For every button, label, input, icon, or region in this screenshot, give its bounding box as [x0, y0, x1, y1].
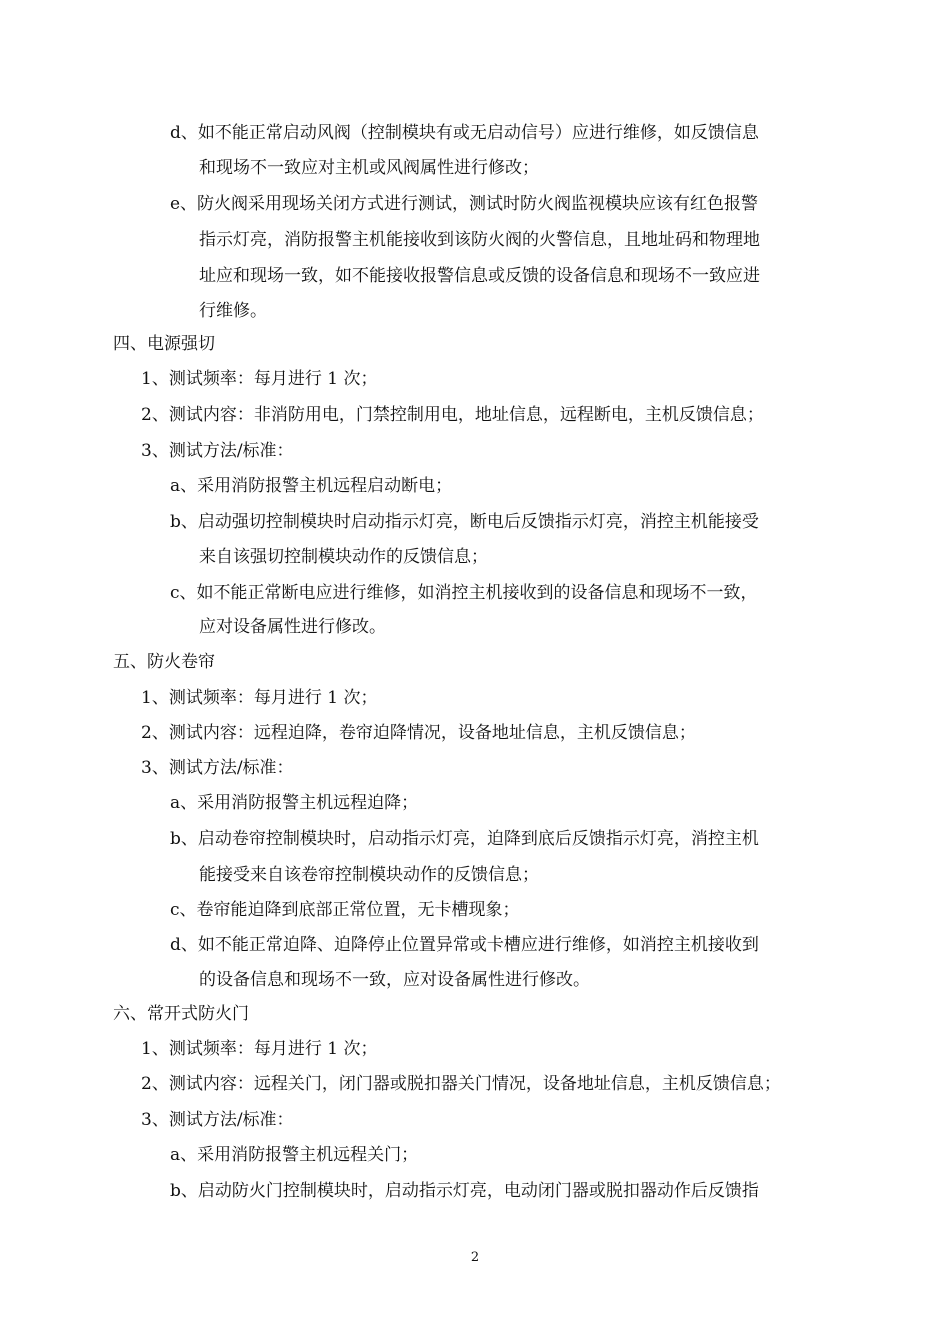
text-line: 指示灯亮，消防报警主机能接收到该防火阀的火警信息，且地址码和物理地 — [199, 230, 760, 250]
text-line: 3、测试方法/标准： — [141, 1110, 294, 1130]
text-line: 和现场不一致应对主机或风阀属性进行修改； — [199, 158, 539, 178]
text-line: d、如不能正常启动风阀（控制模块有或无启动信号）应进行维修，如反馈信息 — [170, 123, 759, 143]
text-line: b、启动防火门控制模块时，启动指示灯亮，电动闭门器或脱扣器动作后反馈指 — [170, 1181, 759, 1201]
text-line: 址应和现场一致，如不能接收报警信息或反馈的设备信息和现场不一致应进 — [199, 266, 760, 286]
text-line: a、采用消防报警主机远程迫降； — [170, 793, 419, 813]
section-heading: 四、电源强切 — [113, 334, 215, 354]
text-line: b、启动卷帘控制模块时，启动指示灯亮，迫降到底后反馈指示灯亮，消控主机 — [170, 829, 759, 849]
text-line: c、卷帘能迫降到底部正常位置，无卡槽现象； — [170, 900, 520, 920]
text-line: 行维修。 — [199, 301, 267, 321]
page-number: 2 — [470, 1250, 480, 1265]
text-line: 2、测试内容：远程关门，闭门器或脱扣器关门情况，设备地址信息，主机反馈信息； — [141, 1074, 781, 1094]
text-line: 1、测试频率：每月进行 1 次； — [141, 688, 378, 708]
text-line: a、采用消防报警主机远程启动断电； — [170, 476, 453, 496]
text-line: 2、测试内容：远程迫降，卷帘迫降情况，设备地址信息，主机反馈信息； — [141, 723, 696, 743]
text-line: 来自该强切控制模块动作的反馈信息； — [199, 547, 488, 567]
text-line: e、防火阀采用现场关闭方式进行测试，测试时防火阀监视模块应该有红色报警 — [170, 194, 759, 214]
text-line: 能接受来自该卷帘控制模块动作的反馈信息； — [199, 865, 539, 885]
text-line: 3、测试方法/标准： — [141, 758, 294, 778]
text-line: 3、测试方法/标准： — [141, 441, 294, 461]
text-line: 的设备信息和现场不一致，应对设备属性进行修改。 — [199, 970, 590, 990]
section-heading: 六、常开式防火门 — [113, 1004, 249, 1024]
text-line: c、如不能正常断电应进行维修，如消控主机接收到的设备信息和现场不一致， — [170, 583, 758, 603]
text-line: d、如不能正常迫降、迫降停止位置异常或卡槽应进行维修，如消控主机接收到 — [170, 935, 759, 955]
section-heading: 五、防火卷帘 — [113, 652, 215, 672]
text-line: a、采用消防报警主机远程关门； — [170, 1145, 419, 1165]
text-line: 1、测试频率：每月进行 1 次； — [141, 1039, 378, 1059]
text-line: 1、测试频率：每月进行 1 次； — [141, 369, 378, 389]
text-line: 2、测试内容：非消防用电，门禁控制用电，地址信息，远程断电，主机反馈信息； — [141, 405, 764, 425]
text-line: 应对设备属性进行修改。 — [199, 617, 386, 637]
text-line: b、启动强切控制模块时启动指示灯亮，断电后反馈指示灯亮，消控主机能接受 — [170, 512, 759, 532]
